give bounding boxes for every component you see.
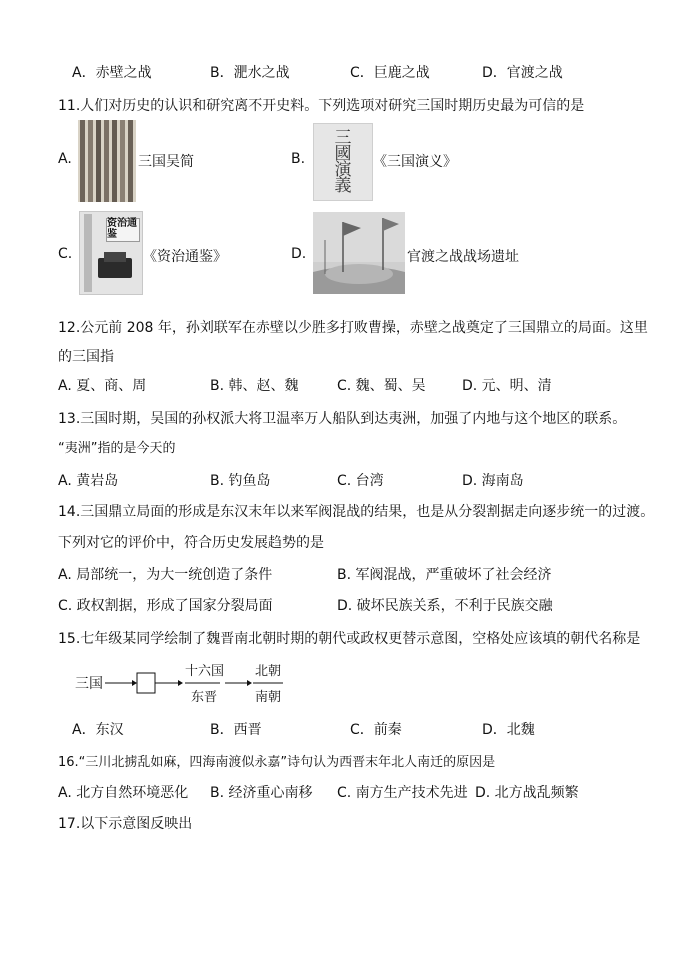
q16-stem: 16.“三川北掳乱如麻，四海南渡似永嘉”诗句认为西晋末年北人南迁的原因是 [58, 755, 496, 770]
q16-option-a: A. 北方自然环境恶化 [58, 785, 189, 801]
q13-option-c: C. 台湾 [337, 473, 384, 489]
battlefield-site-photo [313, 212, 405, 294]
q11-b-text: 《三国演义》 [373, 154, 457, 170]
q13-stem-line2: “夷洲”指的是今天的 [58, 441, 176, 456]
q13-option-b: B. 钓鱼岛 [210, 473, 271, 489]
q14-option-c: C. 政权割据，形成了国家分裂局面 [58, 598, 273, 614]
diagram-start-label: 三国 [75, 676, 103, 692]
book-cover-image [313, 123, 373, 201]
q15-option-a: A．东汉 [72, 722, 124, 738]
q11-stem: 11.人们对历史的认识和研究离不开史料。下列选项对研究三国时期历史最为可信的是 [58, 98, 585, 114]
q13-option-d: D. 海南岛 [462, 473, 524, 489]
bamboo-slips-image [78, 120, 136, 202]
q16-option-c: C. 南方生产技术先进 [337, 785, 468, 801]
q14-option-b: B. 军阀混战，严重破坏了社会经济 [337, 567, 552, 583]
diagram-bottom-right-label: 南朝 [255, 690, 282, 705]
zizhi-cover-title: 资治通鉴 [107, 218, 137, 240]
q14-option-d: D. 破坏民族关系，不利于民族交融 [337, 598, 553, 614]
q16-option-d: D. 北方战乱频繁 [475, 785, 579, 801]
q11-c-text: 《资治通鉴》 [143, 249, 227, 265]
diagram-top-right-label: 北朝 [255, 664, 282, 679]
q12-option-a: A. 夏、商、周 [58, 378, 147, 394]
q11-c-letter: C. [58, 246, 73, 262]
q12-option-b: B. 韩、赵、魏 [210, 378, 299, 394]
q10-option-b: B．淝水之战 [210, 65, 290, 81]
q12-option-c: C. 魏、蜀、吴 [337, 378, 426, 394]
book-cover-title: 三國演義 [334, 128, 352, 196]
q14-stem-line2: 下列对它的评价中，符合历史发展趋势的是 [58, 535, 324, 551]
q14-option-a: A. 局部统一，为大一统创造了条件 [58, 567, 273, 583]
q12-stem-line1: 12.公元前 208 年，孙刘联军在赤壁以少胜多打败曹操，赤壁之战奠定了三国鼎立的局面。这里 [58, 320, 648, 336]
q15-option-c: C．前秦 [350, 722, 402, 738]
q17-stem: 17.以下示意图反映出 [58, 816, 193, 832]
q12-stem-line2: 的三国指 [58, 349, 114, 365]
q10-option-d: D．官渡之战 [482, 65, 563, 81]
q14-stem-line1: 14.三国鼎立局面的形成是东汉末年以来军阀混战的结果，也是从分裂割据走向逐步统一的过渡。 [58, 504, 655, 520]
dynasty-succession-diagram [75, 660, 295, 706]
q15-stem: 15.七年级某同学绘制了魏晋南北朝时期的朝代或政权更替示意图，空格处应该填的朝代名称是 [58, 631, 641, 647]
q11-a-letter: A. [58, 151, 72, 167]
q11-b-letter: B. [291, 151, 306, 167]
q15-option-d: D．北魏 [482, 722, 535, 738]
q11-d-letter: D. [291, 246, 307, 262]
q11-d-text: 官渡之战战场遗址 [407, 249, 519, 265]
q12-option-d: D. 元、明、清 [462, 378, 552, 394]
zizhi-tongjian-cover-image [79, 211, 143, 295]
q16-option-b: B. 经济重心南移 [210, 785, 313, 801]
q13-option-a: A. 黄岩岛 [58, 473, 119, 489]
q15-option-b: B．西晋 [210, 722, 262, 738]
q10-option-c: C．巨鹿之战 [350, 65, 430, 81]
q13-stem-line1: 13.三国时期，吴国的孙权派大将卫温率万人船队到达夷洲，加强了内地与这个地区的联系。 [58, 411, 627, 427]
q11-a-text: 三国吴简 [138, 154, 194, 170]
diagram-top-mid-label: 十六国 [185, 664, 225, 679]
diagram-bottom-mid-label: 东晋 [191, 690, 218, 705]
q10-option-a: A．赤壁之战 [72, 65, 152, 81]
